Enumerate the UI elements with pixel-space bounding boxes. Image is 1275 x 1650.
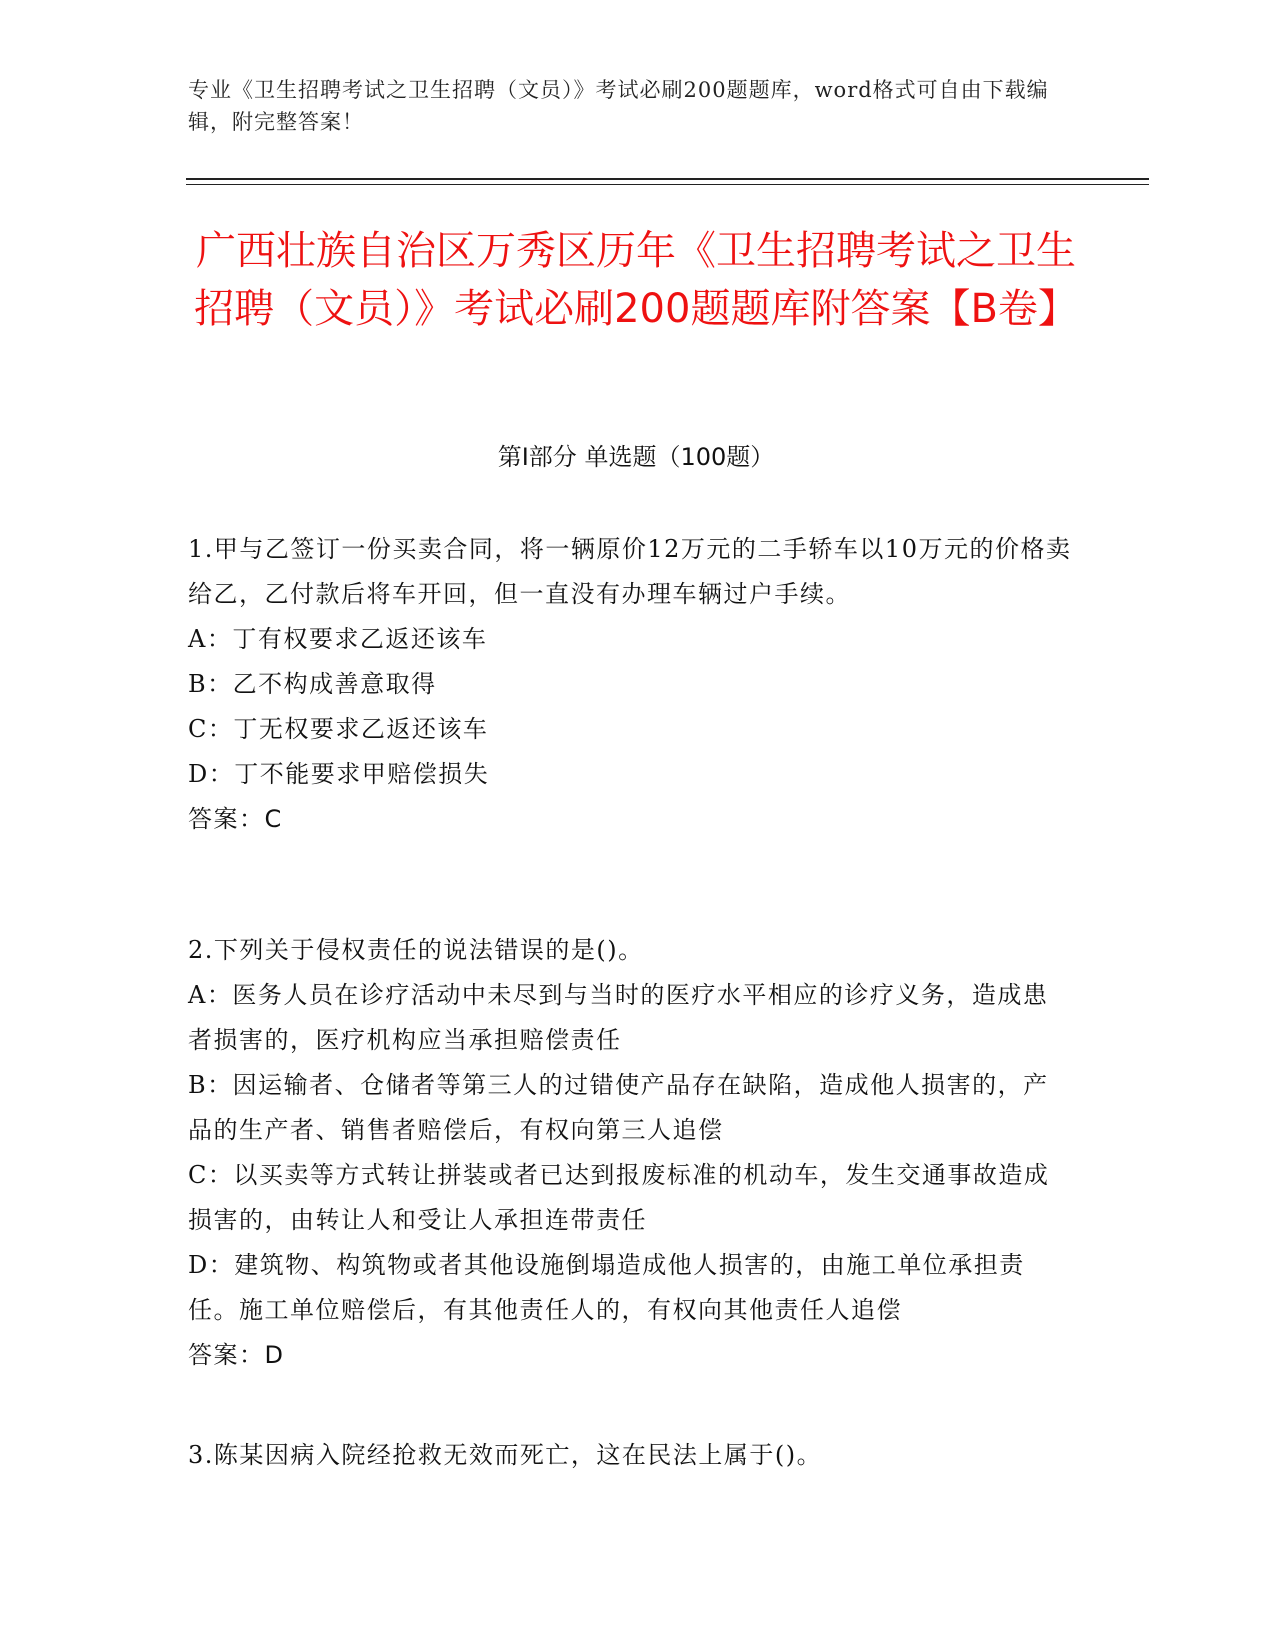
option-d: D：建筑物、构筑物或者其他设施倒塌造成他人损害的，由施工单位承担责任。施工单位赔偿后，有其他责任人的，有权向其他责任人追偿 <box>188 1251 1025 1324</box>
option-b: B：因运输者、仓储者等第三人的过错使产品存在缺陷，造成他人损害的，产品的生产者、销售者赔偿后，有权向第三人追偿 <box>188 1071 1049 1144</box>
question-stem: 3.陈某因病入院经抢救无效而死亡，这在民法上属于()。 <box>188 1441 823 1469</box>
option-c: C：丁无权要求乙返还该车 <box>188 715 489 743</box>
document-title: 广西壮族自治区万秀区历年《卫生招聘考试之卫生招聘（文员）》考试必刷200题题库附答案【B卷】 <box>194 228 1078 332</box>
question-2 <box>188 928 1073 1378</box>
option-c: C：以买卖等方式转让拼装或者已达到报废标准的机动车，发生交通事故造成损害的，由转让人和受让人承担连带责任 <box>188 1161 1050 1234</box>
option-a: A：丁有权要求乙返还该车 <box>188 625 488 653</box>
question-stem: 1.甲与乙签订一份买卖合同，将一辆原价12万元的二手轿车以10万元的价格卖给乙，乙付款后将车开回，但一直没有办理车辆过户手续。 <box>188 535 1072 608</box>
question-stem: 2.下列关于侵权责任的说法错误的是()。 <box>188 936 644 964</box>
answer: 答案：D <box>188 1341 285 1369</box>
question-3 <box>188 1433 1073 1478</box>
header-divider-thin <box>186 184 1149 185</box>
header-divider-thick <box>186 178 1149 180</box>
header-note: 专业《卫生招聘考试之卫生招聘（文员）》考试必刷200题题库，word格式可自由下载编辑，附完整答案！ <box>188 78 1049 134</box>
answer: 答案：C <box>188 805 283 833</box>
option-b: B：乙不构成善意取得 <box>188 670 437 698</box>
section-heading: 第Ⅰ部分 单选题（100题） <box>497 443 775 471</box>
option-d: D：丁不能要求甲赔偿损失 <box>188 760 490 788</box>
option-a: A：医务人员在诊疗活动中未尽到与当时的医疗水平相应的诊疗义务，造成患者损害的，医疗机构应当承担赔偿责任 <box>188 981 1049 1054</box>
question-1 <box>188 527 1073 842</box>
